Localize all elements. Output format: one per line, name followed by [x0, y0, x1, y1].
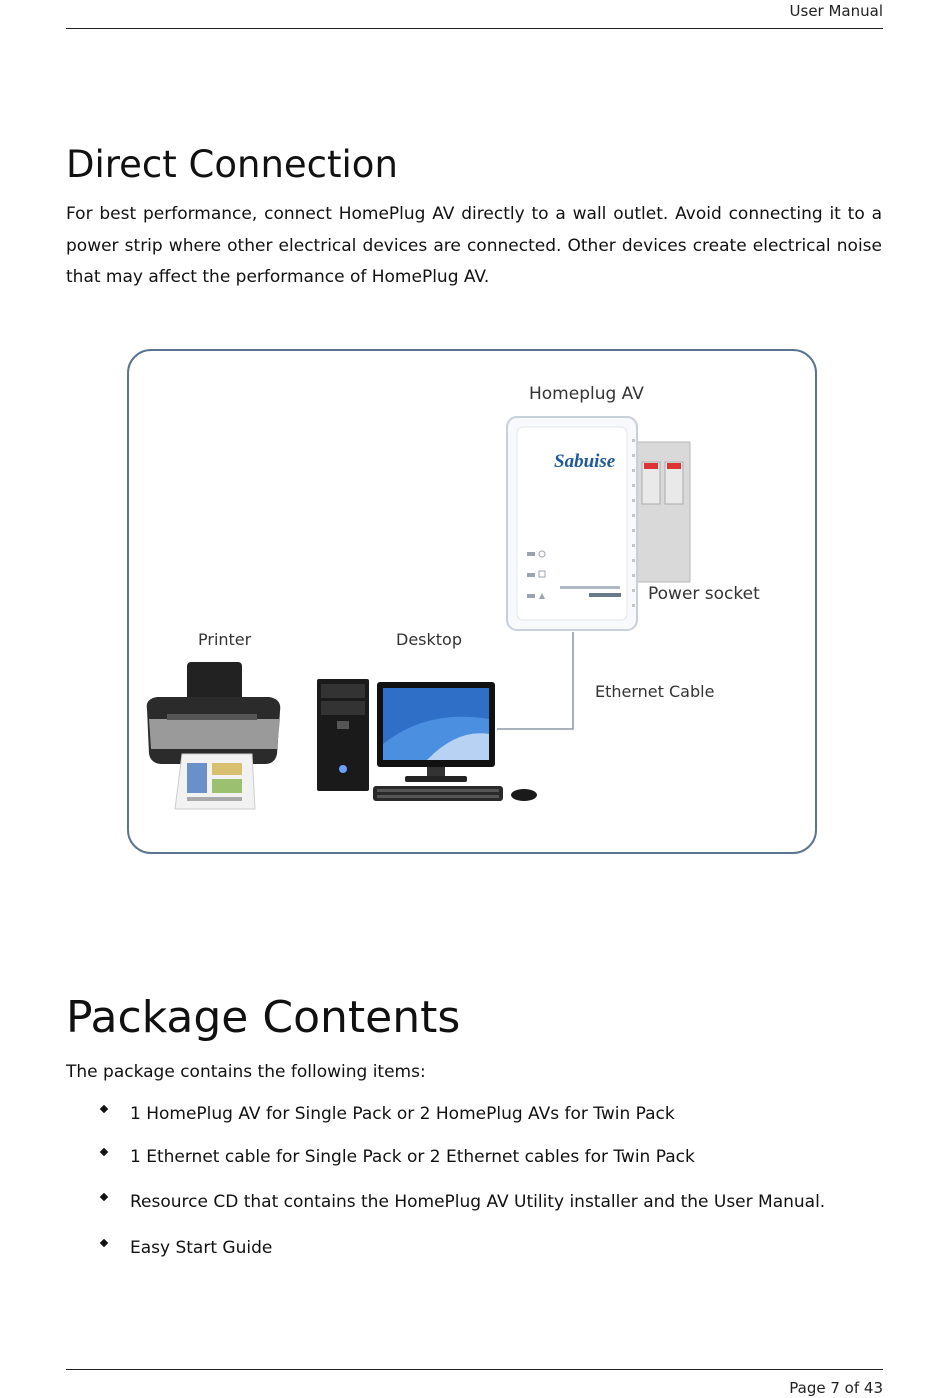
- ethernet-cable-line: [497, 632, 573, 729]
- monitor-icon: [377, 682, 495, 782]
- footer-divider: [66, 1369, 883, 1370]
- bullet-icon: [98, 1191, 112, 1205]
- bullet-icon: [98, 1103, 112, 1117]
- connection-diagram: [127, 349, 817, 854]
- header-divider: [66, 28, 883, 29]
- package-contents-intro: The package contains the following items:: [66, 1062, 426, 1082]
- desktop-label: Desktop: [396, 630, 462, 649]
- power-socket-icon: [635, 442, 690, 582]
- desktop-tower-icon: [317, 679, 369, 791]
- section-heading-direct-connection: Direct Connection: [66, 143, 398, 186]
- mouse-icon: [511, 789, 537, 801]
- ethernet-cable-label: Ethernet Cable: [595, 682, 715, 701]
- bullet-icon: [98, 1237, 112, 1251]
- page-number: Page 7 of 43: [789, 1379, 883, 1397]
- homeplug-device-icon: [507, 417, 637, 630]
- section-heading-package-contents: Package Contents: [66, 992, 461, 1043]
- direct-connection-paragraph: For best performance, connect HomePlug AV directly to a wall outlet. Avoid connecting it to a power strip where other electrical devices are connected. Other devices create electrical noise that may affect the performance of HomePlug AV.: [66, 204, 882, 287]
- keyboard-icon: [373, 786, 503, 801]
- list-item: 1 HomePlug AV for Single Pack or 2 HomePlug AVs for Twin Pack: [98, 1104, 675, 1124]
- device-brand-text: Sabuise: [554, 451, 616, 472]
- bullet-icon: [98, 1146, 112, 1160]
- header-title: User Manual: [789, 2, 883, 20]
- printer-icon: [146, 662, 280, 809]
- list-item: Easy Start Guide: [98, 1238, 272, 1258]
- homeplug-av-label: Homeplug AV: [529, 384, 644, 404]
- list-item: Resource CD that contains the HomePlug AV Utility installer and the User Manual.: [98, 1192, 825, 1212]
- printer-label: Printer: [198, 630, 252, 649]
- list-item: 1 Ethernet cable for Single Pack or 2 Ethernet cables for Twin Pack: [98, 1147, 695, 1167]
- power-socket-label: Power socket: [648, 584, 760, 604]
